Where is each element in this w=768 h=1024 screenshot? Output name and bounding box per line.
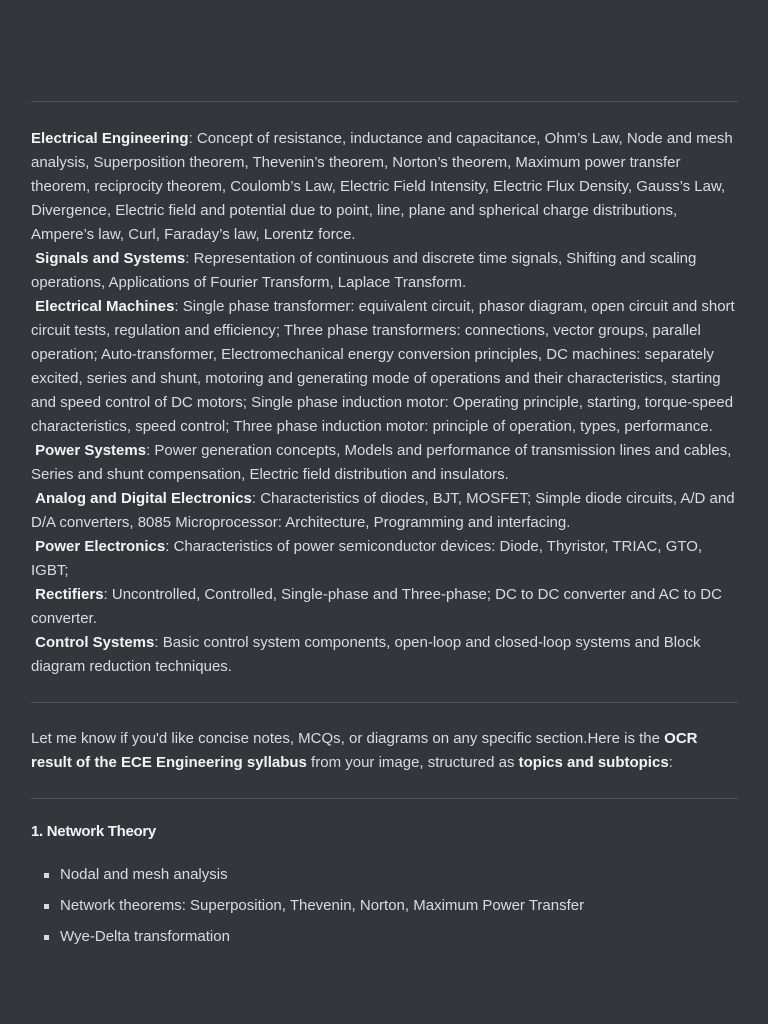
syllabus-entry: Rectifiers: Uncontrolled, Controlled, Single-phase and Three-phase; DC to DC converter and AC to DC converter. [31,586,722,627]
syllabus-entry: Electrical Engineering: Concept of resistance, inductance and capacitance, Ohm’s Law, Node and mesh analysis, Superposition theorem, Thevenin’s theorem, Norton’s theorem, Maximum power transfer theorem, reciprocity theorem, Coulomb’s Law, Electric Field Intensity, Electric Flux Density, Gauss’s Law, Divergence, Electric field and potential due to point, line, plane and spherical charge distributions, Ampere’s law, Curl, Faraday’s law, Lorentz force. [31,130,733,243]
syllabus-entry: Power Systems: Power generation concepts, Models and performance of transmission lines and cables, Series and shunt compensation, Electric field distribution and insulators. [31,442,732,483]
message-paragraph: Let me know if you'd like concise notes, MCQs, or diagrams on any specific section.Here is the OCR result of the ECE Engineering syllabus from your image, structured as topics and subtopics: [31,730,698,771]
bullet-icon [44,904,49,909]
list-item: Wye-Delta transformation [31,927,738,947]
syllabus-entry: Electrical Machines: Single phase transformer: equivalent circuit, phasor diagram, open circuit and short circuit tests, regulation and efficiency; Three phase transformers: connections, vector groups, parallel operation; Auto-transformer, Electromechanical energy conversion principles, DC machines: separately excited, series and shunt, motoring and generating mode of operations and their characteristics, starting and speed control of DC motors; Single phase induction motor: Operating principle, starting, torque-speed characteristics, speed control; Three phase induction motor: principle of operation, types, performance. [31,298,735,435]
bullet-icon [44,935,49,940]
list-item: Network theorems: Superposition, Thevenin, Norton, Maximum Power Transfer [31,896,738,916]
divider [31,101,738,102]
divider [31,702,738,703]
topic-list [31,865,738,947]
section-heading: 1. Network Theory [31,823,156,840]
list-item: Nodal and mesh analysis [31,865,738,885]
syllabus-entry: Power Electronics: Characteristics of power semiconductor devices: Diode, Thyristor, TRIAC, GTO, IGBT; [31,538,703,579]
syllabus-entry: Control Systems: Basic control system components, open-loop and closed-loop systems and Block diagram reduction techniques. [31,634,701,675]
bullet-icon [44,873,49,878]
syllabus-paragraph [31,127,738,679]
syllabus-entry: Analog and Digital Electronics: Characteristics of diodes, BJT, MOSFET; Simple diode circuits, A/D and D/A converters, 8085 Microprocessor: Architecture, Programming and interfacing. [31,490,735,531]
syllabus-entry: Signals and Systems: Representation of continuous and discrete time signals, Shifting and scaling operations, Applications of Fourier Transform, Laplace Transform. [31,250,697,291]
chat-content [31,0,738,958]
divider [31,798,738,799]
